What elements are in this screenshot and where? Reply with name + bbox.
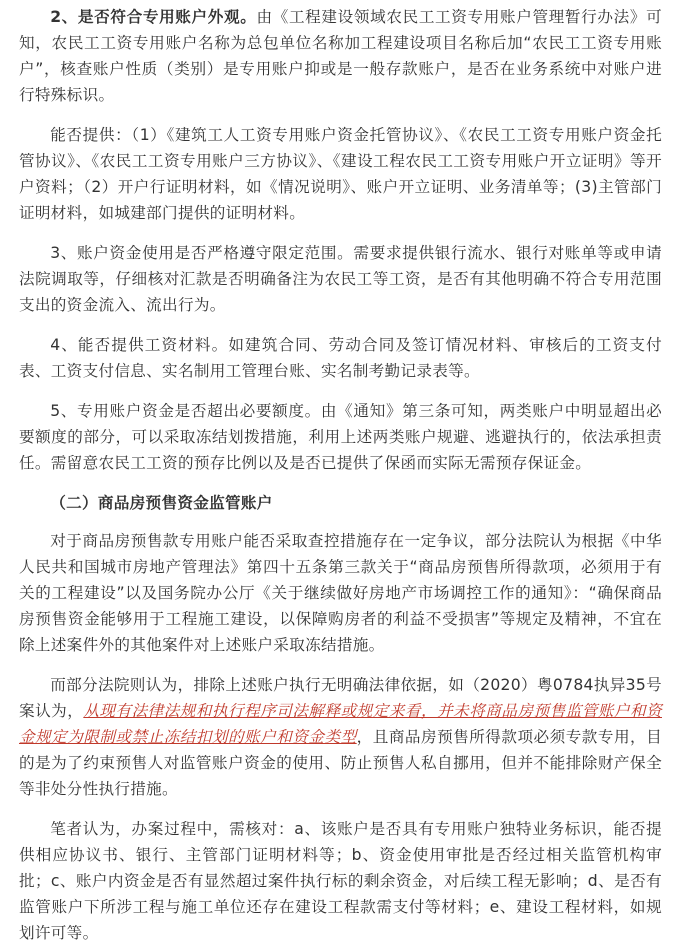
section-heading: （二）商品房预售资金监管账户 [50, 494, 273, 512]
highlighted-quote: 从现有法律法规和执行程序司法解释或规定来看，并未将商品房预售监管账户和资金规定为限制或禁止冻结扣划的账户和资金类型 [19, 702, 662, 746]
paragraph-author-opinion: 笔者认为，办案过程中，需核对：a、该账户是否具有专用账户独特业务标识，能否提供相应协议书、银行、主管部门证明材料等；b、资金使用审批是否经过相关监管机构审批；c、账户内资金是否有显然超过案件执行标的剩余资金，对后续工程无影响；d、是否有监管账户下所涉工程与施工单位还存在建设工程款需支付等材料；e、建设工程材料，如规划许可等。 [19, 820, 662, 942]
paragraph-lead: 2、是否符合专用账户外观。 [50, 8, 257, 26]
paragraph-account-appearance [19, 4, 662, 108]
paragraph-excess-funds: 5、专用账户资金是否超出必要额度。由《通知》第三条可知，两类账户中明显超出必要额度的部分，可以采取冻结划拨措施，利用上述两类账户规避、逃避执行的，依法承担责任。需留意农民工工资的预存比例以及是否已提供了保函而实际无需预存保证金。 [19, 402, 662, 472]
paragraph-documents: 能否提供：（1）《建筑工人工资专用账户资金托管协议》、《农民工工资专用账户资金托管协议》、《农民工工资专用账户三方协议》、《建设工程农民工工资专用账户开立证明》等开户资料；（2）开户行证明材料，如《情况说明》、账户开立证明、业务清单等；(3)主管部门证明材料，如城建部门提供的证明材料。 [19, 126, 662, 222]
paragraph-text: ，且商品房预售所得款项必须专款专用，目的是为了约束预售人对监管账户资金的使用、防止预售人私自挪用，但并不能排除财产保全等非处分性执行措施。 [19, 728, 662, 798]
paragraph-text: 而部分法院则认为，排除上述账户执行无明确法律依据，如（2020）粤0784执异35号案认为， [19, 676, 662, 720]
paragraph-fund-usage: 3、账户资金使用是否严格遵守限定范围。需要求提供银行流水、银行对账单等或申请法院调取等，仔细核对汇款是否明确备注为农民工等工资，是否有其他明确不符合专用范围支出的资金流入、流出行为。 [19, 244, 662, 314]
paragraph-text: 由《工程建设领域农民工工资专用账户管理暂行办法》可知，农民工工资专用账户名称为总包单位名称加工程建设项目名称后加“农民工工资专用账户”，核查账户性质（类别）是专用账户抑或是一般存款账户，是否在业务系统中对账户进行特殊标识。 [19, 8, 662, 104]
paragraph-wage-materials: 4、能否提供工资材料。如建筑合同、劳动合同及签订情况材料、审核后的工资支付表、工资支付信息、实名制用工管理台账、实名制考勤记录表等。 [19, 336, 662, 380]
paragraph-court-opinion [19, 672, 662, 802]
paragraph-presale-dispute: 对于商品房预售款专用账户能否采取查控措施存在一定争议，部分法院认为根据《中华人民共和国城市房地产管理法》第四十五条第三款关于“商品房预售所得款项，必须用于有关的工程建设”以及国务院办公厅《关于继续做好房地产市场调控工作的通知》：“确保商品房预售资金能够用于工程施工建设，以保障购房者的利益不受损害”等规定及精神，不宜在除上述案件外的其他案件对上述账户采取冻结措施。 [19, 532, 662, 654]
